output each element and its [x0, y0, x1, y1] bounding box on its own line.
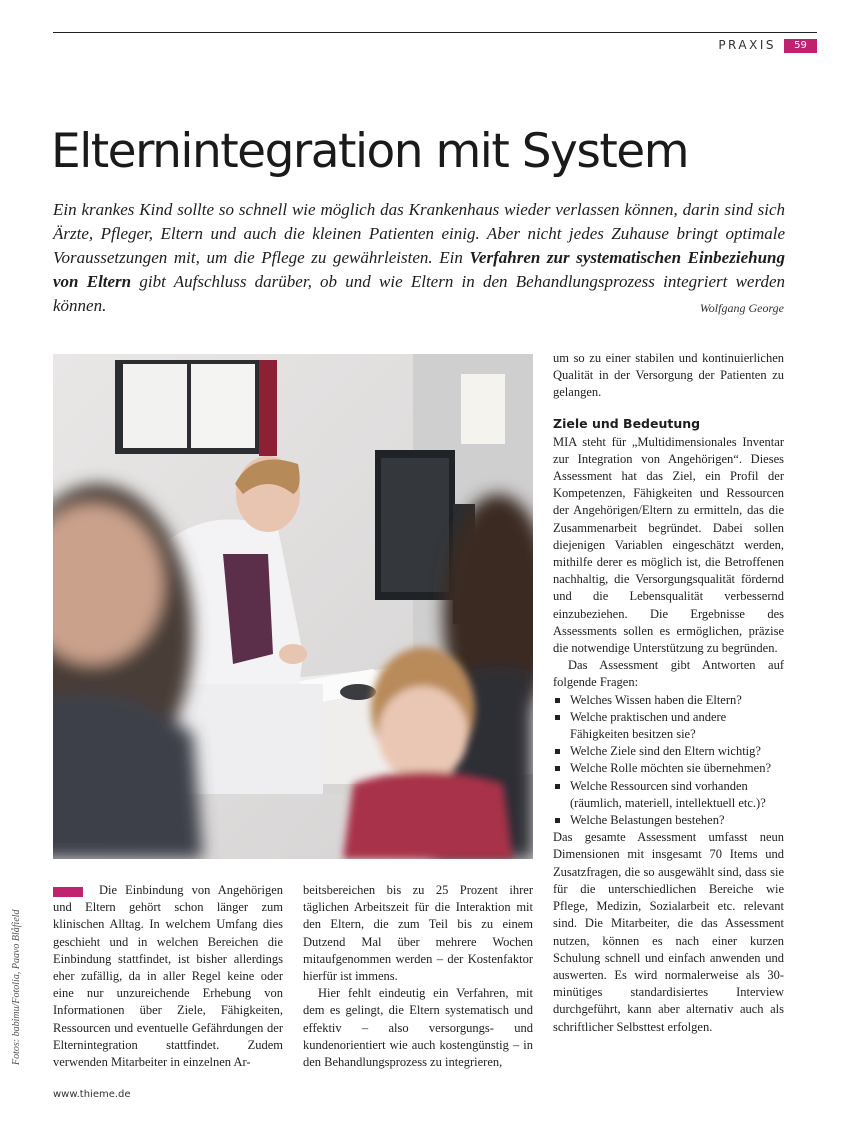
question-list	[553, 692, 784, 830]
article-author: Wolfgang George	[699, 301, 784, 315]
section-heading: Ziele und Bedeutung	[553, 415, 701, 431]
question-item: Welche Belastungen bestehen?	[553, 812, 784, 829]
lead-bold-text: Verfahren zur systematischen Einbeziehung von Eltern	[53, 248, 785, 291]
page-number-badge: 59	[784, 39, 817, 53]
lead-text-2: gibt Aufschluss darüber, ob und wie Eltern in den Behandlungsprozess integriert werden können.	[53, 272, 786, 315]
body-paragraph: Das Assessment gibt Antworten auf folgende Fragen:	[553, 658, 784, 690]
section-label: PRAXIS	[718, 38, 776, 52]
body-column-1	[53, 882, 283, 1071]
hospital-scene-image	[53, 354, 533, 859]
body-paragraph: Das gesamte Assessment umfasst neun Dimensionen mit insgesamt 70 Items und Zusatzfragen, die so ausgewählt sind, dass sie für die unterschiedlichen Bereiche wie Pflege, Medizin, Sozialarbeit etc. relevant sind. Die Mitarbeiter, die das Assessment nutzen, können es nach einer kurzen Schulung schnell und einfach anwenden und auswerten. Es wird normalerweise als 30-minütiges standardisiertes Interview durchgeführt, kann aber alternativ auch als schriftlicher Selbsttest erfolgen.	[553, 830, 784, 1034]
question-item: Welche Rolle möchten sie übernehmen?	[553, 760, 784, 777]
body-paragraph: MIA steht für „Multidimensionales Inventar zur Integration von Angehörigen“. Dieses Assessment hat das Ziel, ein Profil der Kompetenzen, Fähigkeiten und Ressourcen der Angehörigen/Eltern zu ermitteln, das die Zusammenarbeit begründet. Dabei sollen diejenigen Variablen eingeschätzt werden, mithilfe derer es möglich ist, die Betroffenen nachhaltig, die Versorgungsqualität fördernd und die Lebensqualität verbessernd einzubeziehen. Die Ergebnisse des Assessments sollen es ermöglichen, präzise die notwendige Unterstützung zu begründen.	[553, 434, 784, 656]
article-lead	[53, 198, 785, 318]
body-paragraph: Hier fehlt eindeutig ein Verfahren, mit dem es gelingt, die Eltern systematisch und effektiv – also versorgungs- und kundenorientiert wie auch kostengünstig – in den Behandlungsprozess zu integrieren,	[303, 986, 533, 1070]
photo-credit: Fotos: babimu/Fotolia, Paavo Blåfield	[11, 909, 22, 1065]
question-item: Welche Ressourcen sind vorhanden (räumlich, materiell, intellektuell etc.)?	[553, 778, 784, 812]
body-paragraph: beitsbereichen bis zu 25 Prozent ihrer täglichen Arbeitszeit für die Interaktion mit den Eltern, die zum Teil bis zu einem Dutzend Mal über mehrere Wochen mitaufgenommen werden – der Kostenfaktor hierfür ist immens.	[303, 883, 533, 984]
question-item: Welche praktischen und andere Fähigkeiten besitzen sie?	[553, 709, 784, 743]
question-item: Welches Wissen haben die Eltern?	[553, 692, 784, 709]
header-rule	[53, 32, 817, 33]
article-photo	[53, 354, 533, 859]
question-item: Welche Ziele sind den Eltern wichtig?	[553, 743, 784, 760]
body-column-3	[553, 350, 784, 1036]
body-paragraph: Die Einbindung von Angehörigen und Eltern gehört schon länger zum klinischen Alltag. In welchem Umfang dies geschieht und in welchen Bereichen die Einbindung stattfindet, ist bisher allerdings eher zufällig, da in aller Regel keine oder eine nur unzureichende Erhebung von Informationen über Ziele, Fähigkeiten, Ressourcen und eventuelle Gefährdungen der Elternintegration stattfindet. Zudem verwenden Mitarbeiter in einzelnen Ar-	[53, 883, 283, 1070]
body-paragraph: um so zu einer stabilen und kontinuierlichen Qualität in der Versorgung der Patienten zu gelangen.	[553, 351, 784, 400]
article-start-marker	[53, 887, 83, 897]
footer-url: www.thieme.de	[53, 1089, 131, 1100]
lead-text-1: Ein krankes Kind sollte so schnell wie möglich das Krankenhaus wieder verlassen können, darin sind sich Ärzte, Pfleger, Eltern und auch die kleinen Patienten einig. Aber nicht jedes Zuhause bringt optimale Voraussetzungen mit, um die Pflege zu gewährleisten. Ein	[53, 200, 785, 267]
article-title: Elternintegration mit System	[51, 124, 688, 179]
body-column-2	[303, 882, 533, 1071]
